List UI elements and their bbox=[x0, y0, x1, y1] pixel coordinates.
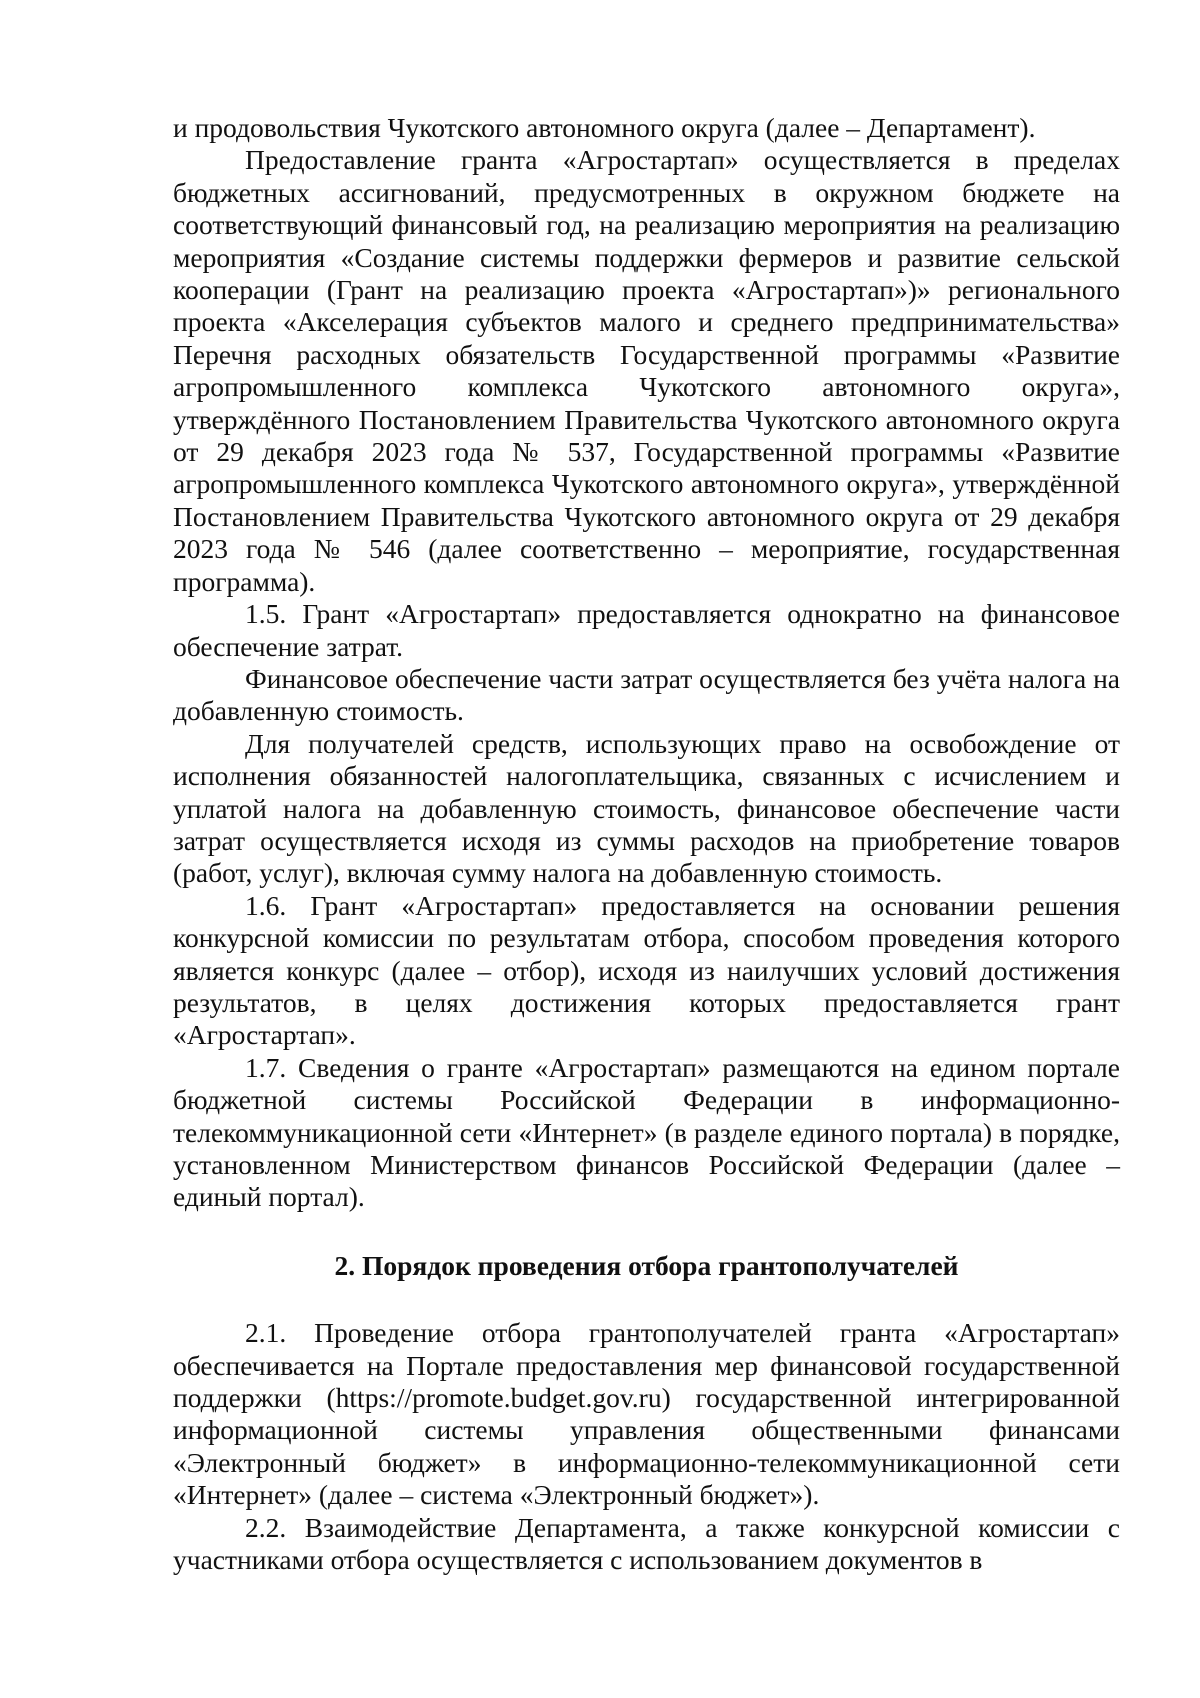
paragraph-vat-excluded: Финансовое обеспечение части затрат осуществляется без учёта налога на добавленную стоимость. bbox=[173, 662, 1120, 727]
paragraph-grant-budget: Предоставление гранта «Агростартап» осуществляется в пределах бюджетных ассигнований, предусмотренных в окружном бюджете на соответствующий финансовый год, на реализацию мероприятия на реализацию мероприятия «Создание системы поддержки фермеров и развитие сельской кооперации (Грант на реализацию проекта «Агростартап»)» регионального проекта «Акселерация субъектов малого и среднего предпринимательства» Перечня расходных обязательств Государственной программы «Развитие агропромышленного комплекса Чукотского автономного округа», утверждённого Постановлением Правительства Чукотского автономного округа от 29 декабря 2023 года № 537, Государственной программы «Развитие агропромышленного комплекса Чукотского автономного округа», утверждённой Постановлением Правительства Чукотского автономного округа от 29 декабря 2023 года № 546 (далее соответственно – мероприятие, государственная программа). bbox=[173, 144, 1120, 597]
paragraph-1-7: 1.7. Сведения о гранте «Агростартап» размещаются на едином портале бюджетной системы Российской Федерации в информационно-телекоммуникационной сети «Интернет» (в разделе единого портала) в порядке, установленном Министерством финансов Российской Федерации (далее – единый портал). bbox=[173, 1051, 1120, 1213]
paragraph-2-2: 2.2. Взаимодействие Департамента, а также конкурсной комиссии с участниками отбора осуществляется с использованием документов в bbox=[173, 1511, 1120, 1576]
paragraph-2-1: 2.1. Проведение отбора грантополучателей гранта «Агростартап» обеспечивается на Портале предоставления мер финансовой государственной поддержки (https://promote.budget.gov.ru) государственной интегрированной информационной системы управления общественными финансами «Электронный бюджет» в информационно-телекоммуникационной сети «Интернет» (далее – система «Электронный бюджет»). bbox=[173, 1317, 1120, 1511]
paragraph-1-6: 1.6. Грант «Агростартап» предоставляется на основании решения конкурсной комиссии по результатам отбора, способом проведения которого является конкурс (далее – отбор), исходя из наилучших условий достижения результатов, в целях достижения которых предоставляется грант «Агростартап». bbox=[173, 889, 1120, 1051]
section-heading: 2. Порядок проведения отбора грантополучателей bbox=[334, 1249, 959, 1281]
paragraph-continuation: и продовольствия Чукотского автономного округа (далее – Департамент). bbox=[173, 112, 1036, 143]
paragraph-vat-exempt: Для получателей средств, использующих право на освобождение от исполнения обязанностей налогоплательщика, связанных с исчислением и уплатой налога на добавленную стоимость, финансовое обеспечение части затрат осуществляется исходя из суммы расходов на приобретение товаров (работ, услуг), включая сумму налога на добавленную стоимость. bbox=[173, 727, 1120, 889]
paragraph-1-5: 1.5. Грант «Агростартап» предоставляется однократно на финансовое обеспечение затрат. bbox=[173, 598, 1120, 662]
document-body bbox=[173, 112, 1120, 1576]
